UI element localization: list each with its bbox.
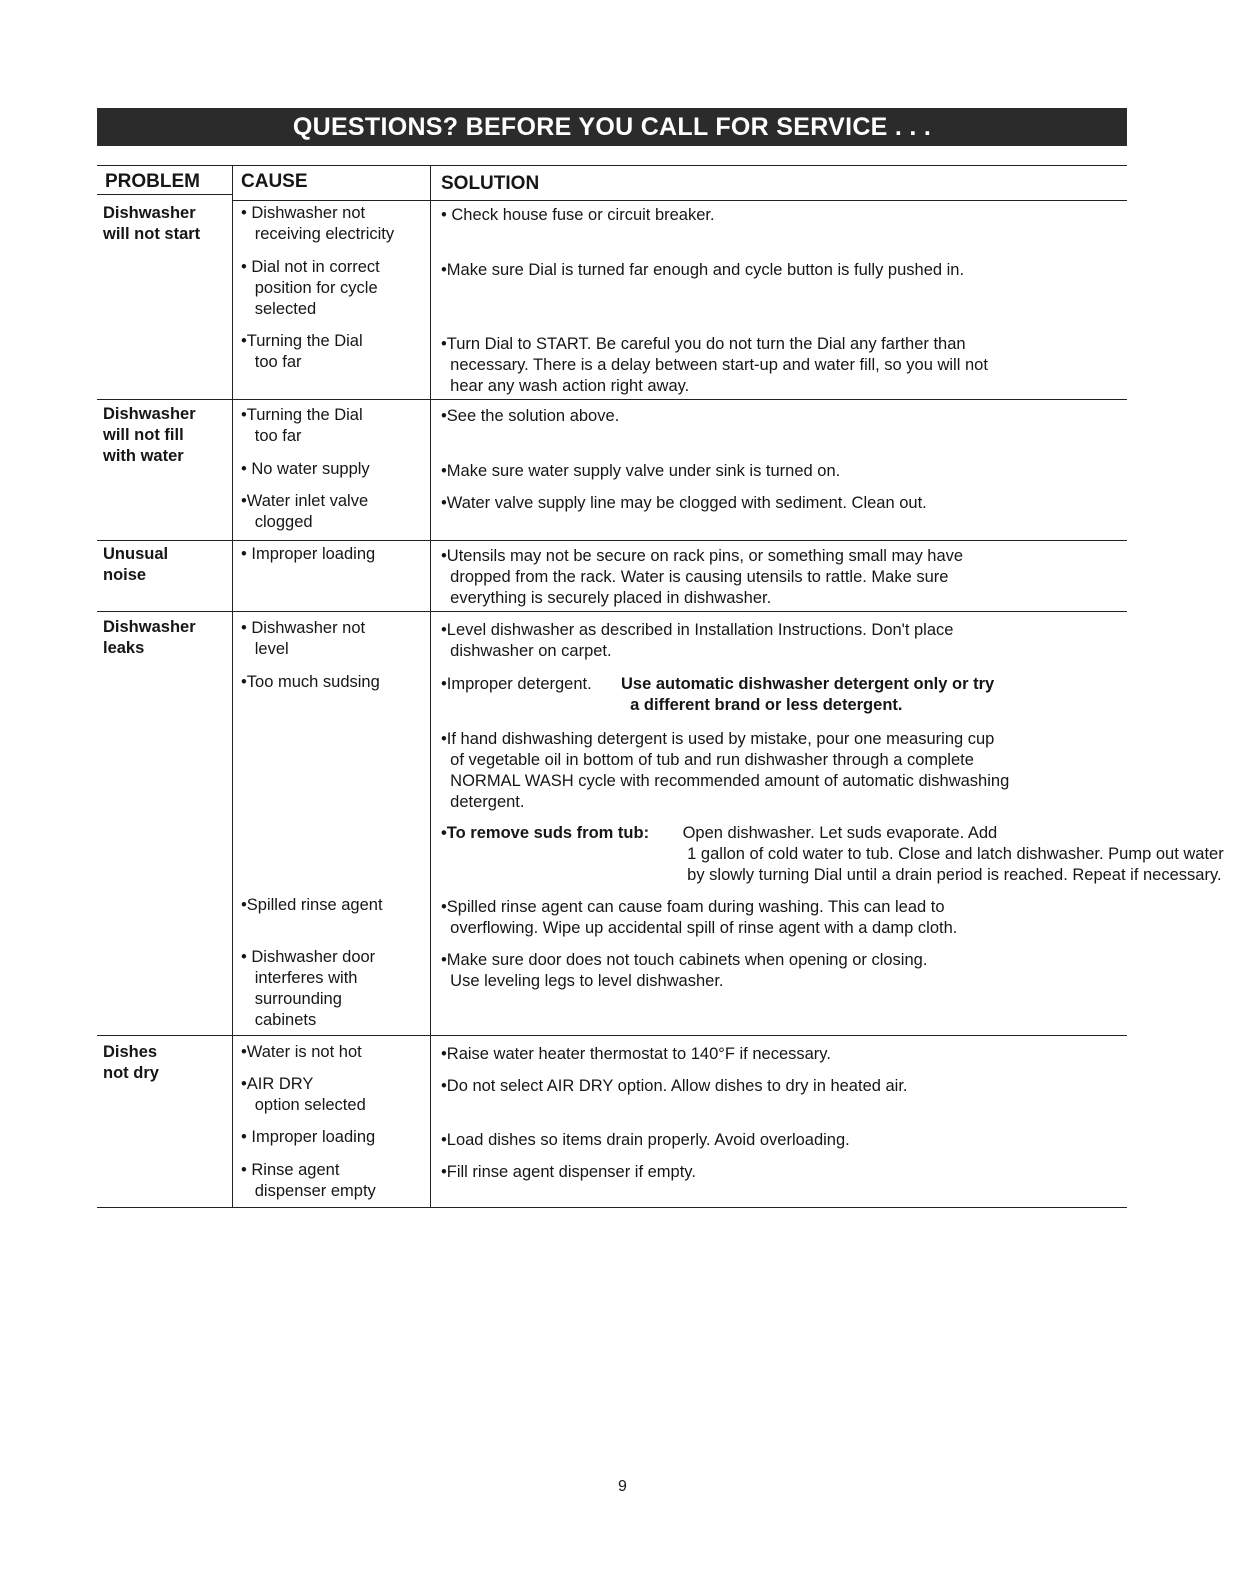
header-bottom-rule-left: [97, 194, 233, 195]
header-cause: CAUSE: [241, 171, 308, 192]
solution-cell: •Raise water heater thermostat to 140°F if necessary.: [441, 1045, 831, 1063]
solution-cell: •Utensils may not be secure on rack pins, or something small may have dropped from the rack. Water is causing utensils to rattle. Make sure everything is securely placed in dishwasher.: [441, 547, 964, 607]
problem-cell: Unusual noise: [103, 545, 169, 584]
cause-cell: •Too much sudsing: [241, 673, 380, 691]
solution-cell: •Make sure door does not touch cabinets when opening or closing. Use leveling legs to level dishwasher.: [441, 951, 928, 990]
solution-cell: •Load dishes so items drain properly. Avoid overloading.: [441, 1131, 850, 1149]
problem-cell: Dishes not dry: [103, 1043, 159, 1082]
solution-cell: •Turn Dial to START. Be careful you do not turn the Dial any farther than necessary. There is a delay between start-up and water fill, so you will not hear any wash action right away.: [441, 335, 988, 395]
solution-cell: •Make sure water supply valve under sink is turned on.: [441, 462, 841, 480]
cause-cell: • Dial not in correct position for cycle selected: [241, 258, 380, 318]
cause-cell: • Rinse agent dispenser empty: [241, 1161, 376, 1200]
column-divider-2: [430, 165, 431, 1207]
banner: [97, 108, 1127, 146]
cause-cell: •Spilled rinse agent: [241, 896, 383, 914]
header-solution: SOLUTION: [441, 173, 540, 194]
row-divider: [97, 611, 1127, 612]
cause-cell: • Dishwasher not receiving electricity: [241, 204, 395, 243]
problem-cell: Dishwasher leaks: [103, 618, 196, 657]
solution-cell: •Make sure Dial is turned far enough and cycle button is fully pushed in.: [441, 261, 965, 279]
cause-cell: • Dishwasher not level: [241, 619, 366, 658]
cause-cell: • Dishwasher door interferes with surrounding cabinets: [241, 948, 376, 1029]
solution-cell: •Level dishwasher as described in Installation Instructions. Don't place dishwasher on carpet.: [441, 621, 954, 660]
problem-cell: Dishwasher will not fill with water: [103, 405, 196, 465]
solution-cell: • Check house fuse or circuit breaker.: [441, 206, 715, 224]
row-divider: [97, 1035, 1127, 1036]
solution-cell: •Improper detergent.: [441, 675, 597, 693]
solution-cell: •Water valve supply line may be clogged with sediment. Clean out.: [441, 494, 927, 512]
cause-cell: • Improper loading: [241, 1128, 376, 1146]
solution-cell: •If hand dishwashing detergent is used by mistake, pour one measuring cup of vegetable oil in bottom of tub and run dishwasher through a complete NORMAL WASH cycle with recommended amount of automatic dishwashing detergent.: [441, 730, 1010, 811]
page-number: 9: [618, 1478, 627, 1495]
solution-cell: •See the solution above.: [441, 407, 620, 425]
cause-cell: • Improper loading: [241, 545, 376, 563]
cause-cell: • No water supply: [241, 460, 370, 478]
problem-cell: Dishwasher will not start: [103, 204, 201, 243]
cause-cell: •AIR DRY option selected: [241, 1075, 366, 1114]
table-top-rule: [97, 165, 1127, 166]
solution-cell: •Do not select AIR DRY option. Allow dishes to dry in heated air.: [441, 1077, 908, 1095]
solution-cell: •Fill rinse agent dispenser if empty.: [441, 1163, 696, 1181]
solution-cell: Open dishwasher. Let suds evaporate. Add 1 gallon of cold water to tub. Close and latch dishwasher. Pump out water by slowly turning Dial until a drain period is reached. Repeat if necessary.: [682, 824, 1224, 884]
cause-cell: •Water inlet valve clogged: [241, 492, 369, 531]
header-bottom-rule: [233, 200, 1127, 201]
solution-cell-bold: Use automatic dishwasher detergent only or try a different brand or less detergent.: [621, 675, 995, 714]
banner-title: QUESTIONS? BEFORE YOU CALL FOR SERVICE . . .: [292, 112, 932, 141]
solution-cell: •Spilled rinse agent can cause foam during washing. This can lead to overflowing. Wipe up accidental spill of rinse agent with a damp cloth.: [441, 898, 958, 937]
cause-cell: •Turning the Dial too far: [241, 332, 363, 371]
solution-cell-bold: •To remove suds from tub:: [441, 824, 650, 842]
cause-cell: •Turning the Dial too far: [241, 406, 363, 445]
cause-cell: •Water is not hot: [241, 1043, 362, 1061]
header-problem: PROBLEM: [105, 171, 200, 192]
row-divider: [97, 399, 1127, 400]
table-bottom-rule: [97, 1207, 1127, 1208]
row-divider: [97, 540, 1127, 541]
column-divider-1: [232, 165, 233, 1207]
